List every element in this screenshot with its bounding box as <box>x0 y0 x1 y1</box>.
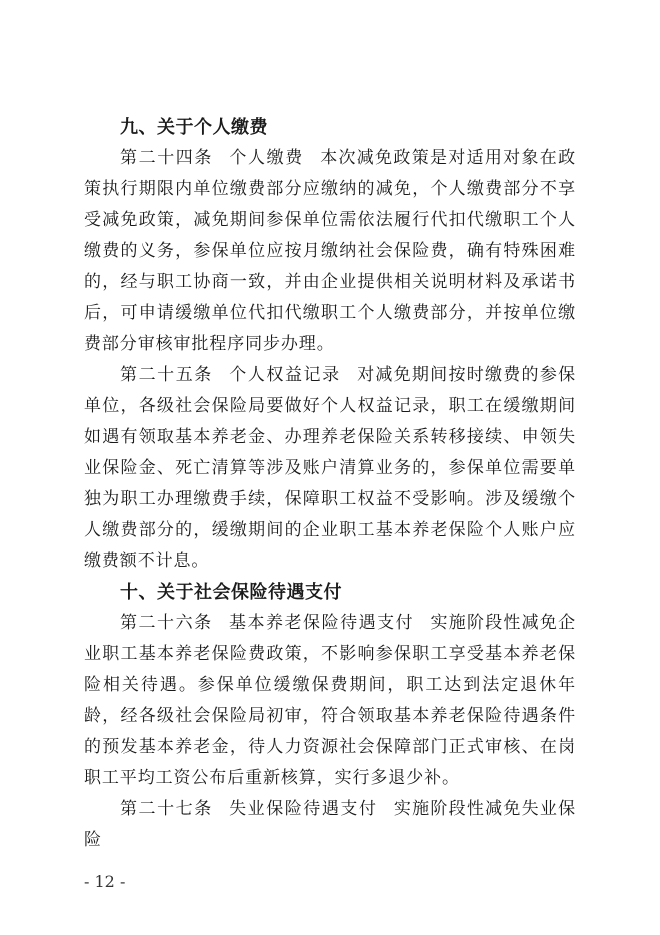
section-heading: 十、关于社会保险待遇支付 <box>120 582 342 603</box>
article-title: 基本养老保险待遇支付 <box>228 613 415 633</box>
document-page <box>84 112 576 856</box>
article-text: 实施阶段性减免失业保险 <box>84 799 576 850</box>
article-paragraph <box>84 360 576 577</box>
article-number: 第二十六条 <box>120 613 213 633</box>
article-title: 个人缴费 <box>229 148 304 168</box>
article-paragraph <box>84 794 576 856</box>
section-heading: 九、关于个人缴费 <box>120 117 268 138</box>
article-paragraph <box>84 143 576 360</box>
article-number: 第二十四条 <box>120 148 213 168</box>
article-text: 对减免期间按时缴费的参保单位，各级社会保险局要做好个人权益记录，职工在缓缴期间如遇有领取基本养老金、办理养老保险关系转移接续、申领失业保险金、死亡清算等涉及账户清算业务的，参保单位需要单独为职工办理缴费手续，保障职工权益不受影响。涉及缓缴个人缴费部分的，缓缴期间的企业职工基本养老保险个人账户应缴费额不计息。 <box>84 365 576 571</box>
page-number: - 12 - <box>84 872 126 891</box>
article-title: 个人权益记录 <box>228 365 341 385</box>
article-paragraph <box>84 608 576 794</box>
article-text: 本次减免政策是对适用对象在政策执行期限内单位缴费部分应缴纳的减免，个人缴费部分不享受减免政策，减免期间参保单位需依法履行代扣代缴职工个人缴费的义务，参保单位应按月缴纳社会保险费，确有特殊困难的，经与职工协商一致，并由企业提供相关说明材料及承诺书后，可申请缓缴单位代扣代缴职工个人缴费部分，并按单位缴费部分审核审批程序同步办理。 <box>84 148 576 354</box>
article-text: 实施阶段性减免企业职工基本养老保险费政策，不影响参保职工享受基本养老保险相关待遇。参保单位缓缴保费期间，职工达到法定退休年龄，经各级社会保险局初审，符合领取基本养老保险待遇条件的预发基本养老金，待人力资源社会保障部门正式审核、在岗职工平均工资公布后重新核算，实行多退少补。 <box>84 613 577 788</box>
article-number: 第二十七条 <box>120 799 213 819</box>
article-number: 第二十五条 <box>120 365 213 385</box>
article-title: 失业保险待遇支付 <box>228 799 378 819</box>
